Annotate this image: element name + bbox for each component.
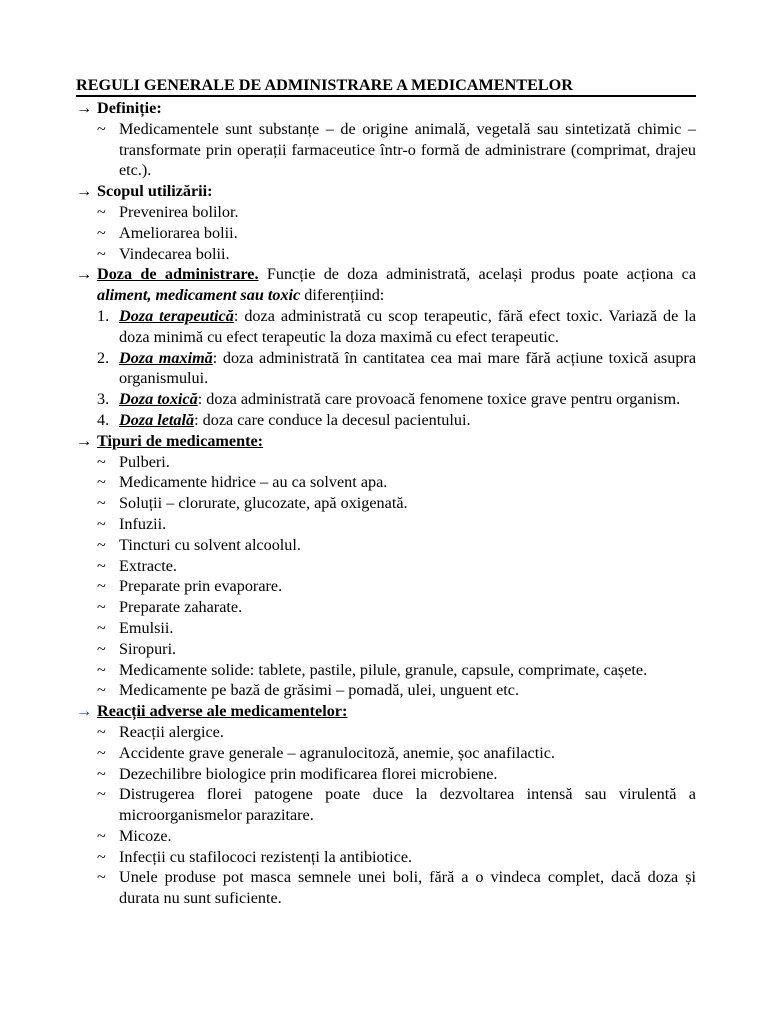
- list-item: [76, 618, 696, 639]
- list-item-text: Distrugerea florei patogene poate duce la dezvoltarea intensă sau virulentă a microorganismelor parazitare.: [119, 785, 696, 825]
- arrow-icon: →: [76, 99, 93, 117]
- arrow-icon: →: [76, 182, 93, 201]
- reactii-list: [76, 722, 696, 909]
- list-item-text: Emulsii.: [119, 618, 174, 637]
- list-item: [76, 223, 696, 244]
- tilde-bullet: ~: [97, 785, 106, 804]
- section-doza: [76, 264, 696, 306]
- list-item-text: Soluții – clorurate, glucozate, apă oxigenată.: [119, 494, 408, 513]
- tilde-bullet: ~: [97, 494, 106, 513]
- numbered-item: [76, 348, 696, 390]
- list-item-text: Reacții alergice.: [119, 722, 224, 741]
- section-scopul: [76, 181, 696, 202]
- list-item-text: Tincturi cu solvent alcoolul.: [119, 535, 301, 554]
- tilde-bullet: ~: [97, 473, 106, 492]
- tilde-bullet: ~: [97, 556, 106, 575]
- item-number: 2.: [97, 348, 110, 367]
- tilde-bullet: ~: [97, 639, 106, 658]
- list-item: [76, 847, 696, 868]
- list-item: [76, 452, 696, 473]
- list-item-text: Preparate prin evaporare.: [119, 577, 283, 596]
- list-item: [76, 660, 696, 681]
- tilde-bullet: ~: [97, 722, 106, 741]
- list-item: [76, 784, 696, 826]
- section-heading: Doza de administrare.: [97, 265, 259, 284]
- list-item: [76, 202, 696, 223]
- tilde-bullet: ~: [97, 452, 106, 471]
- list-item: [76, 119, 696, 181]
- tilde-bullet: ~: [97, 826, 106, 845]
- list-item-text: Preparate zaharate.: [119, 598, 243, 617]
- list-item: [76, 680, 696, 701]
- numbered-item: [76, 410, 696, 431]
- item-term: Doza terapeutică: [119, 306, 234, 325]
- arrow-icon: →: [76, 431, 93, 450]
- list-item: [76, 826, 696, 847]
- doza-intro: Funcție de doza administrată, același produs poate acționa ca: [258, 265, 697, 284]
- list-item: [76, 597, 696, 618]
- section-tipuri: [76, 431, 696, 452]
- tilde-bullet: ~: [97, 764, 106, 783]
- list-item: [76, 493, 696, 514]
- list-item-text: Dezechilibre biologice prin modificarea florei microbiene.: [119, 764, 498, 783]
- list-item-text: Prevenirea bolilor.: [119, 202, 239, 221]
- list-item-text: Pulberi.: [119, 452, 170, 471]
- tilde-bullet: ~: [97, 618, 106, 637]
- arrow-icon: →: [76, 702, 93, 721]
- item-number: 4.: [97, 410, 110, 429]
- list-item: [76, 535, 696, 556]
- list-item-text: Medicamente pe bază de grăsimi – pomadă, ulei, unguent etc.: [119, 681, 520, 700]
- list-item-text: Infuzii.: [119, 514, 167, 533]
- tilde-bullet: ~: [97, 743, 106, 762]
- list-item: [76, 764, 696, 785]
- section-heading: Definiție:: [97, 99, 162, 117]
- tilde-bullet: ~: [97, 535, 106, 554]
- tilde-bullet: ~: [97, 514, 106, 533]
- numbered-item: [76, 306, 696, 348]
- list-item-text: Medicamentele sunt substanțe – de origine animală, vegetală sau sintetizată chimic – transformate prin operații farmaceutice într-o formă de administrare (comprimat, drajeu etc.).: [119, 119, 696, 180]
- list-item: [76, 867, 696, 909]
- list-item: [76, 722, 696, 743]
- tipuri-list: [76, 452, 696, 702]
- tilde-bullet: ~: [97, 868, 106, 887]
- document-page: [76, 76, 696, 909]
- list-item-text: Accidente grave generale – agranulocitoză, anemie, șoc anafilactic.: [119, 743, 555, 762]
- section-heading: Tipuri de medicamente:: [97, 431, 264, 450]
- list-item-text: Medicamente hidrice – au ca solvent apa.: [119, 473, 388, 492]
- item-term: Doza letală: [119, 410, 195, 429]
- section-heading: Scopul utilizării:: [97, 182, 213, 201]
- list-item: [76, 244, 696, 265]
- list-item: [76, 576, 696, 597]
- tilde-bullet: ~: [97, 202, 106, 221]
- list-item-text: Ameliorarea bolii.: [119, 223, 238, 242]
- document-title: REGULI GENERALE DE ADMINISTRARE A MEDICAMENTELOR: [76, 76, 696, 97]
- section-reactii: [76, 701, 696, 722]
- arrow-icon: →: [76, 265, 93, 284]
- list-item-text: Micoze.: [119, 826, 172, 845]
- tilde-bullet: ~: [97, 119, 106, 138]
- tilde-bullet: ~: [97, 577, 106, 596]
- list-item: [76, 639, 696, 660]
- section-definitie: [76, 98, 696, 119]
- item-number: 1.: [97, 306, 110, 325]
- list-item-text: Medicamente solide: tablete, pastile, pilule, granule, capsule, comprimate, cașete.: [119, 660, 648, 679]
- tilde-bullet: ~: [97, 598, 106, 617]
- item-text: : doza care conduce la decesul pacientului.: [194, 410, 471, 429]
- tilde-bullet: ~: [97, 681, 106, 700]
- list-item: [76, 556, 696, 577]
- item-number: 3.: [97, 390, 110, 409]
- numbered-item: [76, 389, 696, 410]
- list-item: [76, 514, 696, 535]
- list-item: [76, 743, 696, 764]
- item-text: : doza administrată cu scop terapeutic, fără efect toxic. Variază de la doza minimă cu efect terapeutic la doza maximă cu efect terapeutic.: [119, 306, 696, 346]
- section-heading: Reacții adverse ale medicamentelor:: [97, 702, 348, 721]
- item-term: Doza toxică: [119, 390, 198, 409]
- list-item-text: Siropuri.: [119, 639, 177, 658]
- item-text: : doza administrată în cantitatea cea mai mare fără acțiune toxică asupra organismului.: [119, 348, 696, 388]
- list-item-text: Vindecarea bolii.: [119, 244, 230, 263]
- tilde-bullet: ~: [97, 223, 106, 242]
- doza-intro-end: diferențiind:: [300, 286, 385, 305]
- tilde-bullet: ~: [97, 244, 106, 263]
- list-item-text: Unele produse pot masca semnele unei boli, fără a o vindeca complet, dacă doza și durata nu sunt suficiente.: [119, 868, 696, 908]
- item-term: Doza maximă: [119, 348, 213, 367]
- doza-intro-emphasis: aliment, medicament sau toxic: [97, 286, 301, 305]
- tilde-bullet: ~: [97, 847, 106, 866]
- list-item: [76, 472, 696, 493]
- tilde-bullet: ~: [97, 660, 106, 679]
- item-text: : doza administrată care provoacă fenomene toxice grave pentru organism.: [197, 390, 681, 409]
- list-item-text: Extracte.: [119, 556, 177, 575]
- list-item-text: Infecții cu stafilococi rezistenți la antibiotice.: [119, 847, 413, 866]
